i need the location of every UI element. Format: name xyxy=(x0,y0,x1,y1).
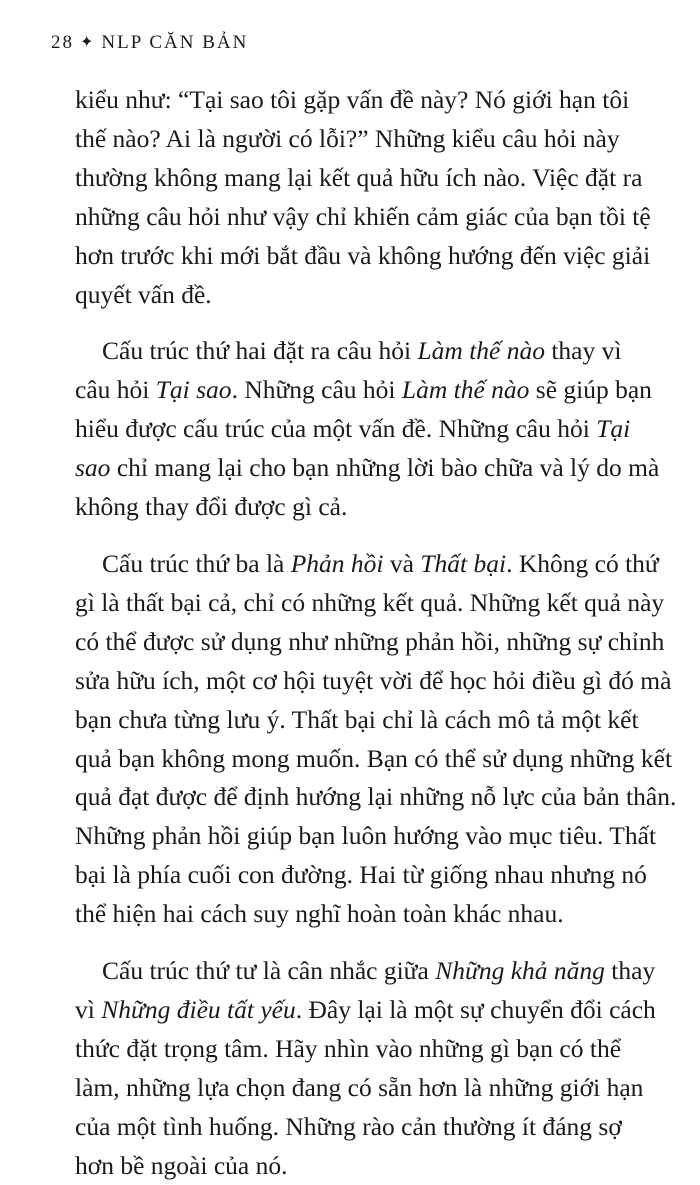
text-line xyxy=(75,1147,655,1185)
italic-run: sao xyxy=(75,453,111,483)
text-line xyxy=(75,81,655,120)
text-run: vì xyxy=(75,994,102,1024)
text-line xyxy=(75,991,655,1030)
text-run: quyết vấn đề. xyxy=(75,279,212,309)
paragraph xyxy=(75,332,660,527)
italic-run: Phản hồi xyxy=(290,548,384,578)
italic-run: Thất bại xyxy=(420,548,507,578)
text-run: không thay đổi được gì cả. xyxy=(75,492,348,522)
paragraph xyxy=(75,545,677,934)
text-line xyxy=(75,623,665,662)
separator-ornament: ✦ xyxy=(80,34,96,51)
text-run: hiểu được cấu trúc của một vấn đề. Những câu hỏi xyxy=(75,414,597,444)
text-run: Cấu trúc thứ tư là cân nhắc giữa xyxy=(102,956,436,986)
text-line xyxy=(75,410,655,449)
italic-run: Những khả năng xyxy=(435,956,605,986)
book-title: NLP CĂN BẢN xyxy=(101,32,249,53)
text-run: và xyxy=(383,548,421,578)
text-line xyxy=(75,545,659,584)
text-run: kiểu như: “Tại sao tôi gặp vấn đề này? Nó giới hạn tôi xyxy=(75,85,630,114)
text-line xyxy=(75,584,665,623)
text-line xyxy=(75,371,655,410)
text-run: thay vì xyxy=(544,336,622,366)
text-run: quả đạt được để định hướng lại những nỗ lực của bản thân. xyxy=(75,782,677,812)
italic-run: Làm thế nào xyxy=(417,336,545,366)
text-line xyxy=(75,701,655,740)
text-line xyxy=(75,856,655,895)
text-run: thể hiện hai cách suy nghĩ hoàn toàn khác nhau. xyxy=(75,899,564,929)
text-run: gì là thất bại cả, chỉ có những kết quả. Những kết quả này xyxy=(75,587,665,617)
text-run: thay xyxy=(604,956,656,986)
text-line xyxy=(75,449,660,488)
text-run: thế nào? Ai là người có lỗi?” Những kiểu câu hỏi này xyxy=(75,123,620,153)
text-run: câu hỏi xyxy=(75,375,156,405)
text-run: hơn bề ngoài của nó. xyxy=(75,1150,288,1180)
italic-run: Tại xyxy=(596,414,631,444)
text-line xyxy=(75,332,655,371)
italic-run: Làm thế nào xyxy=(401,375,530,405)
text-run: . Đây lại là một sự chuyển đổi cách xyxy=(295,994,656,1024)
text-run: Cấu trúc thứ hai đặt ra câu hỏi xyxy=(102,336,418,366)
text-line xyxy=(75,488,655,527)
italic-run: Tại sao xyxy=(155,375,232,405)
text-line xyxy=(75,740,673,779)
italic-run: Những điều tất yếu xyxy=(101,994,296,1024)
text-run: hơn trước khi mới bắt đầu và không hướng đến việc giải xyxy=(75,240,651,270)
text-line xyxy=(75,952,655,991)
text-run: sửa hữu ích, một cơ hội tuyệt vời để học hỏi điều gì đó mà xyxy=(75,665,672,695)
text-line xyxy=(75,159,655,198)
text-run: sẽ giúp bạn xyxy=(529,375,652,405)
text-line xyxy=(75,778,677,817)
text-run: thức đặt trọng tâm. Hãy nhìn vào những gì bạn có thể xyxy=(75,1033,622,1063)
text-run: bạn chưa từng lưu ý. Thất bại chỉ là cách mô tả một kết xyxy=(75,704,639,734)
text-run: . Không có thứ xyxy=(506,548,659,578)
text-run: của một tình huống. Những rào cản thường ít đáng sợ xyxy=(75,1111,622,1141)
text-run: quả bạn không mong muốn. Bạn có thể sử dụng những kết xyxy=(75,743,673,773)
text-line xyxy=(75,662,672,701)
text-line xyxy=(75,237,655,276)
paragraph xyxy=(75,952,655,1185)
page-number: 28 xyxy=(51,32,74,53)
text-run: Cấu trúc thứ ba là xyxy=(102,548,291,578)
text-line xyxy=(75,198,655,237)
text-run: có thể được sử dụng như những phản hồi, những sự chỉnh xyxy=(75,626,665,656)
text-line xyxy=(75,817,655,856)
text-line xyxy=(75,120,655,159)
text-line xyxy=(75,1069,655,1108)
paragraph xyxy=(75,81,655,314)
text-line xyxy=(75,276,655,315)
text-line xyxy=(75,895,655,934)
text-run: chỉ mang lại cho bạn những lời bào chữa và lý do mà xyxy=(110,453,660,483)
text-run: những câu hỏi như vậy chỉ khiến cảm giác của bạn tồi tệ xyxy=(75,201,651,231)
text-run: thường không mang lại kết quả hữu ích nào. Việc đặt ra xyxy=(75,162,643,192)
body-text xyxy=(75,81,677,1185)
running-head xyxy=(51,31,248,56)
text-line xyxy=(75,1108,655,1147)
text-run: Những phản hồi giúp bạn luôn hướng vào mục tiêu. Thất xyxy=(75,821,657,851)
text-run: . Những câu hỏi xyxy=(231,375,402,405)
text-run: làm, những lựa chọn đang có sẵn hơn là những giới hạn xyxy=(75,1072,644,1102)
text-run: bại là phía cuối con đường. Hai từ giống nhau nhưng nó xyxy=(75,860,647,890)
text-line xyxy=(75,1030,655,1069)
